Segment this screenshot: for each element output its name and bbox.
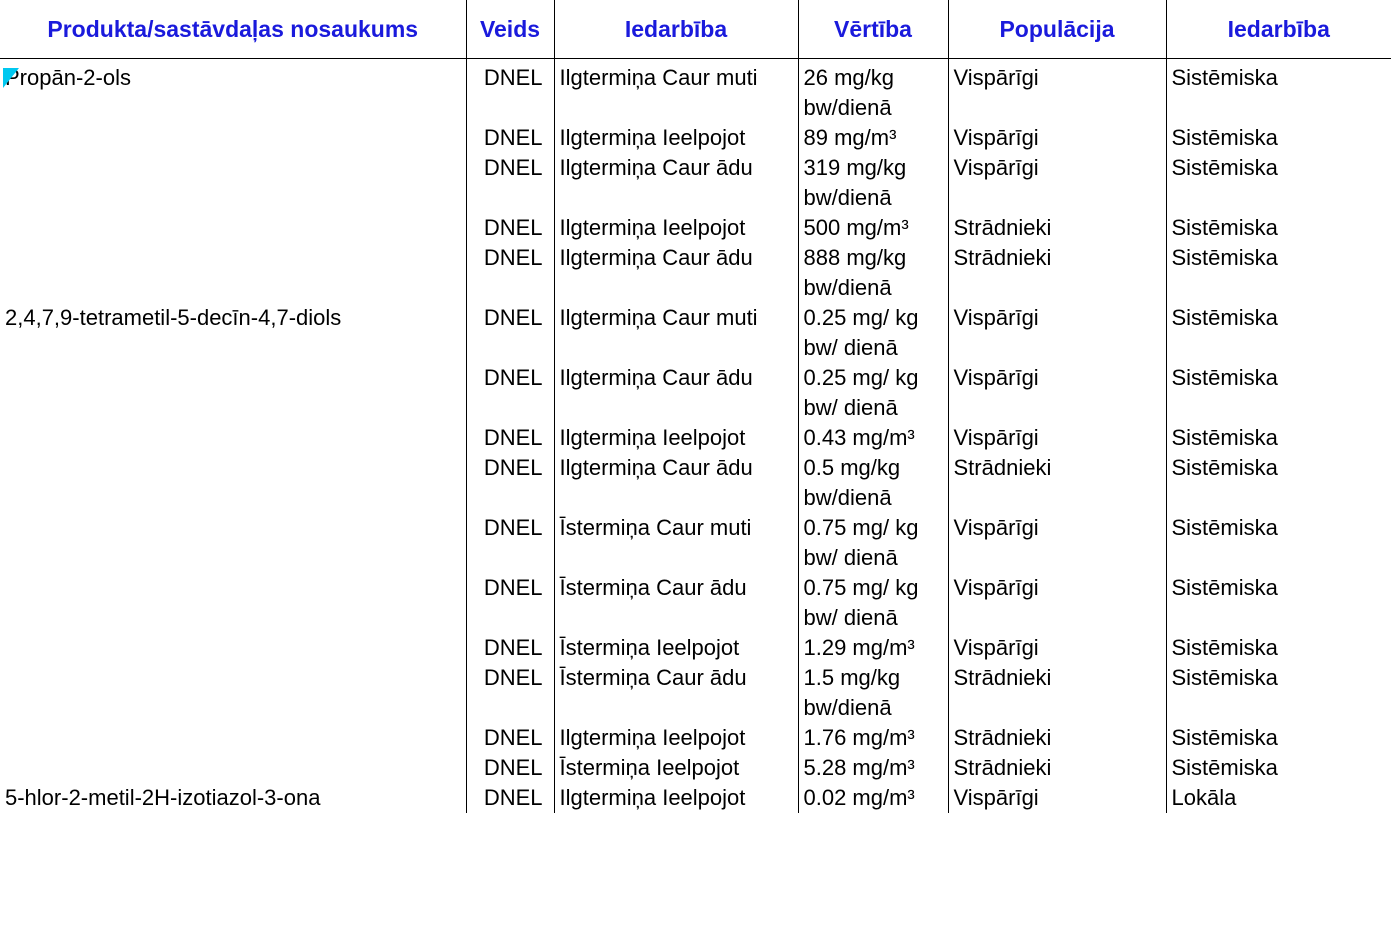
table-row [0,453,1391,513]
table-row [0,753,1391,783]
type-cell: DNEL [466,573,554,633]
header-value: Vērtība [798,0,948,59]
header-population: Populācija [948,0,1166,59]
exposure-cell: Īstermiņa Ieelpojot [554,753,798,783]
effect-cell: Sistēmiska [1166,303,1391,363]
value-cell: 1.29 mg/m³ [798,633,948,663]
header-product: Produkta/sastāvdaļas nosaukums [0,0,466,59]
effect-cell: Sistēmiska [1166,423,1391,453]
population-cell: Vispārīgi [948,573,1166,633]
type-cell: DNEL [466,783,554,813]
type-cell: DNEL [466,363,554,423]
table-row [0,363,1391,423]
effect-cell: Sistēmiska [1166,243,1391,303]
value-cell: 0.5 mg/kg bw/dienā [798,453,948,513]
table-row [0,59,1391,124]
product-cell [0,723,466,753]
effect-cell: Lokāla [1166,783,1391,813]
exposure-cell: Ilgtermiņa Caur muti [554,303,798,363]
product-cell [0,663,466,723]
value-cell: 1.5 mg/kg bw/dienā [798,663,948,723]
header-effect: Iedarbība [1166,0,1391,59]
effect-cell: Sistēmiska [1166,153,1391,213]
type-cell: DNEL [466,59,554,124]
product-cell [0,513,466,573]
header-type: Veids [466,0,554,59]
exposure-cell: Īstermiņa Caur ādu [554,663,798,723]
effect-cell: Sistēmiska [1166,363,1391,423]
table-body [0,59,1391,814]
effect-cell: Sistēmiska [1166,123,1391,153]
product-cell [0,453,466,513]
population-cell: Vispārīgi [948,513,1166,573]
effect-cell: Sistēmiska [1166,513,1391,573]
product-cell [0,753,466,783]
product-cell [0,243,466,303]
effect-cell: Sistēmiska [1166,663,1391,723]
value-cell: 888 mg/kg bw/dienā [798,243,948,303]
table-row [0,243,1391,303]
product-cell [0,213,466,243]
exposure-cell: Ilgtermiņa Caur ādu [554,453,798,513]
exposure-cell: Ilgtermiņa Ieelpojot [554,213,798,243]
population-cell: Strādnieki [948,663,1166,723]
value-cell: 500 mg/m³ [798,213,948,243]
product-cell [0,363,466,423]
exposure-cell: Ilgtermiņa Caur ādu [554,153,798,213]
product-cell [0,633,466,663]
table-row [0,123,1391,153]
value-cell: 0.25 mg/ kg bw/ dienā [798,363,948,423]
table-row [0,723,1391,753]
type-cell: DNEL [466,303,554,363]
table-row [0,783,1391,813]
value-cell: 0.43 mg/m³ [798,423,948,453]
product-name: Propān-2-ols [5,65,131,90]
table-row [0,423,1391,453]
exposure-cell: Ilgtermiņa Ieelpojot [554,783,798,813]
product-cell [0,123,466,153]
population-cell: Vispārīgi [948,303,1166,363]
type-cell: DNEL [466,723,554,753]
table-row [0,633,1391,663]
population-cell: Vispārīgi [948,783,1166,813]
value-cell: 1.76 mg/m³ [798,723,948,753]
value-cell: 26 mg/kg bw/dienā [798,59,948,124]
effect-cell: Sistēmiska [1166,633,1391,663]
value-cell: 0.75 mg/ kg bw/ dienā [798,573,948,633]
value-cell: 0.02 mg/m³ [798,783,948,813]
table-row [0,573,1391,633]
exposure-cell: Īstermiņa Caur muti [554,513,798,573]
exposure-cell: Ilgtermiņa Ieelpojot [554,723,798,753]
value-cell: 5.28 mg/m³ [798,753,948,783]
exposure-cell: Īstermiņa Caur ādu [554,573,798,633]
type-cell: DNEL [466,453,554,513]
population-cell: Vispārīgi [948,59,1166,124]
population-cell: Vispārīgi [948,633,1166,663]
value-cell: 0.25 mg/ kg bw/ dienā [798,303,948,363]
product-cell: 5-hlor-2-metil-2H-izotiazol-3-ona [0,783,466,813]
effect-cell: Sistēmiska [1166,723,1391,753]
exposure-cell: Ilgtermiņa Caur ādu [554,243,798,303]
type-cell: DNEL [466,423,554,453]
effect-cell: Sistēmiska [1166,753,1391,783]
exposure-cell: Ilgtermiņa Ieelpojot [554,123,798,153]
population-cell: Vispārīgi [948,153,1166,213]
table-row [0,153,1391,213]
value-cell: 0.75 mg/ kg bw/ dienā [798,513,948,573]
table-row [0,213,1391,243]
table-row [0,303,1391,363]
type-cell: DNEL [466,153,554,213]
population-cell: Vispārīgi [948,123,1166,153]
table-header [0,0,1391,59]
population-cell: Strādnieki [948,243,1166,303]
type-cell: DNEL [466,243,554,303]
product-cell [0,573,466,633]
effect-cell: Sistēmiska [1166,453,1391,513]
effect-cell: Sistēmiska [1166,213,1391,243]
product-cell: 2,4,7,9-tetrametil-5-decīn-4,7-diols [0,303,466,363]
type-cell: DNEL [466,633,554,663]
population-cell: Strādnieki [948,753,1166,783]
population-cell: Vispārīgi [948,363,1166,423]
exposure-cell: Ilgtermiņa Ieelpojot [554,423,798,453]
product-cell [0,153,466,213]
header-exposure: Iedarbība [554,0,798,59]
exposure-cell: Ilgtermiņa Caur ādu [554,363,798,423]
population-cell: Strādnieki [948,723,1166,753]
type-cell: DNEL [466,753,554,783]
type-cell: DNEL [466,663,554,723]
type-cell: DNEL [466,213,554,243]
product-cell [0,59,466,124]
effect-cell: Sistēmiska [1166,573,1391,633]
exposure-cell: Īstermiņa Ieelpojot [554,633,798,663]
effect-cell: Sistēmiska [1166,59,1391,124]
product-cell [0,423,466,453]
exposure-cell: Ilgtermiņa Caur muti [554,59,798,124]
population-cell: Strādnieki [948,453,1166,513]
table-row [0,513,1391,573]
type-cell: DNEL [466,123,554,153]
comment-marker-icon [3,68,19,88]
type-cell: DNEL [466,513,554,573]
table-row [0,663,1391,723]
value-cell: 89 mg/m³ [798,123,948,153]
header-row [0,0,1391,59]
population-cell: Vispārīgi [948,423,1166,453]
population-cell: Strādnieki [948,213,1166,243]
value-cell: 319 mg/kg bw/dienā [798,153,948,213]
